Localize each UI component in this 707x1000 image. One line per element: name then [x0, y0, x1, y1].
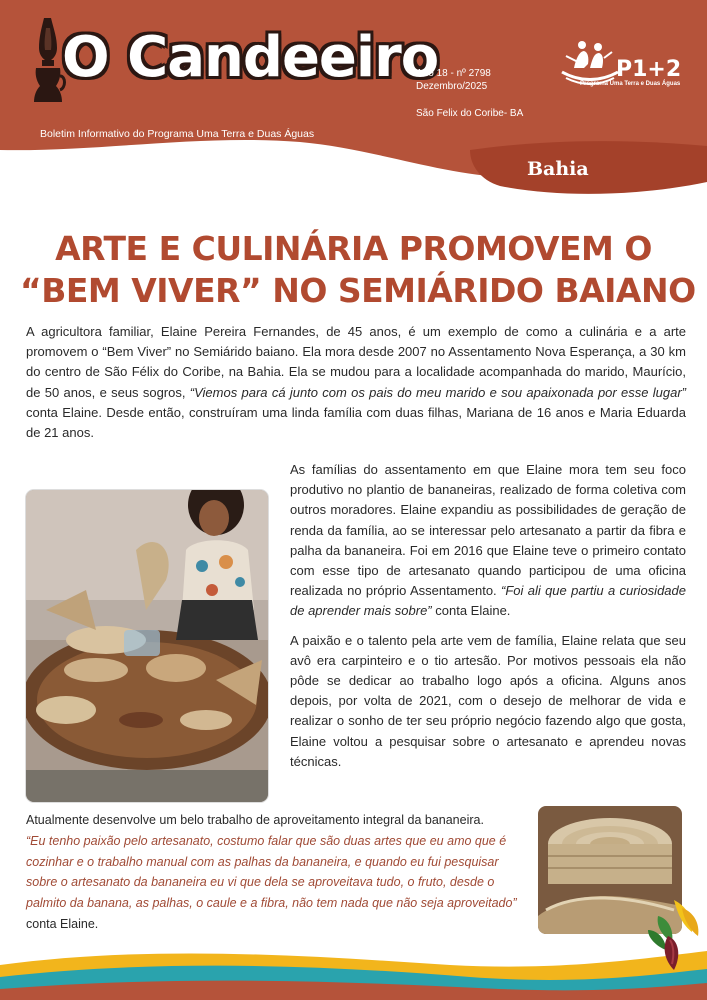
footer-waves — [0, 925, 707, 1000]
right-column — [290, 460, 686, 781]
paragraph-3: A paixão e o talento pela arte vem de família, Elaine relata que seu avô era carpinteiro e o tio artesão. Por motivos pessoais ela não pôde se dedicar ao trabalho logo após a oficina. Alguns anos depois, por volta de 2021, com o desejo de melhorar de vida e realizar o sonho de ter seu próprio negócio fazendo algo que gosta, Elaine voltou a pesquisar sobre o artesanato e aprendeu novas técnicas. — [290, 632, 686, 769]
paragraph-4-tail: conta Elaine. — [26, 916, 99, 931]
newsletter-subtitle: Boletim Informativo do Programa Uma Terra e Duas Águas — [40, 128, 315, 140]
issue-number: Ano 18 - nº 2798 — [416, 68, 491, 79]
masthead-title: O Candeeiro — [62, 25, 439, 90]
article-headline — [20, 228, 696, 312]
bottom-paragraph — [26, 810, 526, 935]
banana-flower-icon — [638, 896, 702, 976]
issue-place: São Felix do Coribe- BA — [416, 108, 524, 119]
headline-line-2: “BEM VIVER” NO SEMIÁRIDO BAIANO — [20, 271, 696, 310]
paragraph-4-quote: “Eu tenho paixão pelo artesanato, costumo falar que são duas artes que eu amo que é cozinhar e o trabalho manual com as palhas da bananeira, e quando eu fui pesquisar sobre o artesanato da bananeira eu vi que dela se aproveitava tudo, o fruto, desde o palmito da banana, as palhas, o caule e a fibra, não tem nada que não seja aproveitado” — [26, 833, 517, 911]
p1-2-logo-caption: Programa Uma Terra e Duas Águas — [580, 81, 681, 87]
intro-text: A agricultora familiar, Elaine Pereira Fernandes, de 45 anos, é um exemplo de como a culinária e a arte promovem o “Bem Viver” no Semiárido baiano. Ela mora desde 2007 no Assentamento Nova Esperança, a 30 km do centro de São Félix do Coribe, na Bahia. Ela se mudou para a localidade acompanhada do marido, Maurício, de 50 anos, e seus sogros, — [26, 324, 686, 400]
paragraph-2-tail: conta Elaine. — [431, 603, 511, 619]
region-label: Bahia — [527, 158, 589, 180]
intro-tail: conta Elaine. Desde então, construíram uma linda família com duas filhas, Mariana de 16 anos e Maria Eduarda de 21 anos. — [26, 404, 686, 441]
paragraph-2-text: As famílias do assentamento em que Elaine mora tem seu foco produtivo no plantio de bananeiras, realizado de forma coletiva com outros moradores. Elaine expandiu as possibilidades de geração de renda da família, ao se interessar pelo artesanato a partir da fibra e palha da bananeira. Foi em 2016 que Elaine teve o primeiro contato com esse tipo de artesanato quando participou de uma oficina realizada no próprio Assentamento. — [290, 462, 686, 599]
paragraph-4-lead: Atualmente desenvolve um belo trabalho de aproveitamento integral da bananeira. — [26, 813, 484, 827]
intro-quote: “Viemos para cá junto com os pais do meu marido e sou apaixonada por esse lugar” — [189, 384, 686, 400]
issue-info — [416, 67, 491, 93]
intro-paragraph — [26, 322, 686, 443]
p1-2-logo-text: P1+2 — [616, 57, 682, 82]
paragraph-2 — [290, 460, 686, 622]
lamp-icon — [30, 14, 66, 106]
issue-date: Dezembro/2025 — [416, 81, 488, 92]
headline-line-1: ARTE E CULINÁRIA PROMOVEM O — [55, 229, 652, 268]
paragraph-2-quote: “Foi ali que partiu a curiosidade de aprender mais sobre” — [290, 583, 686, 619]
artisan-photo — [26, 490, 268, 802]
